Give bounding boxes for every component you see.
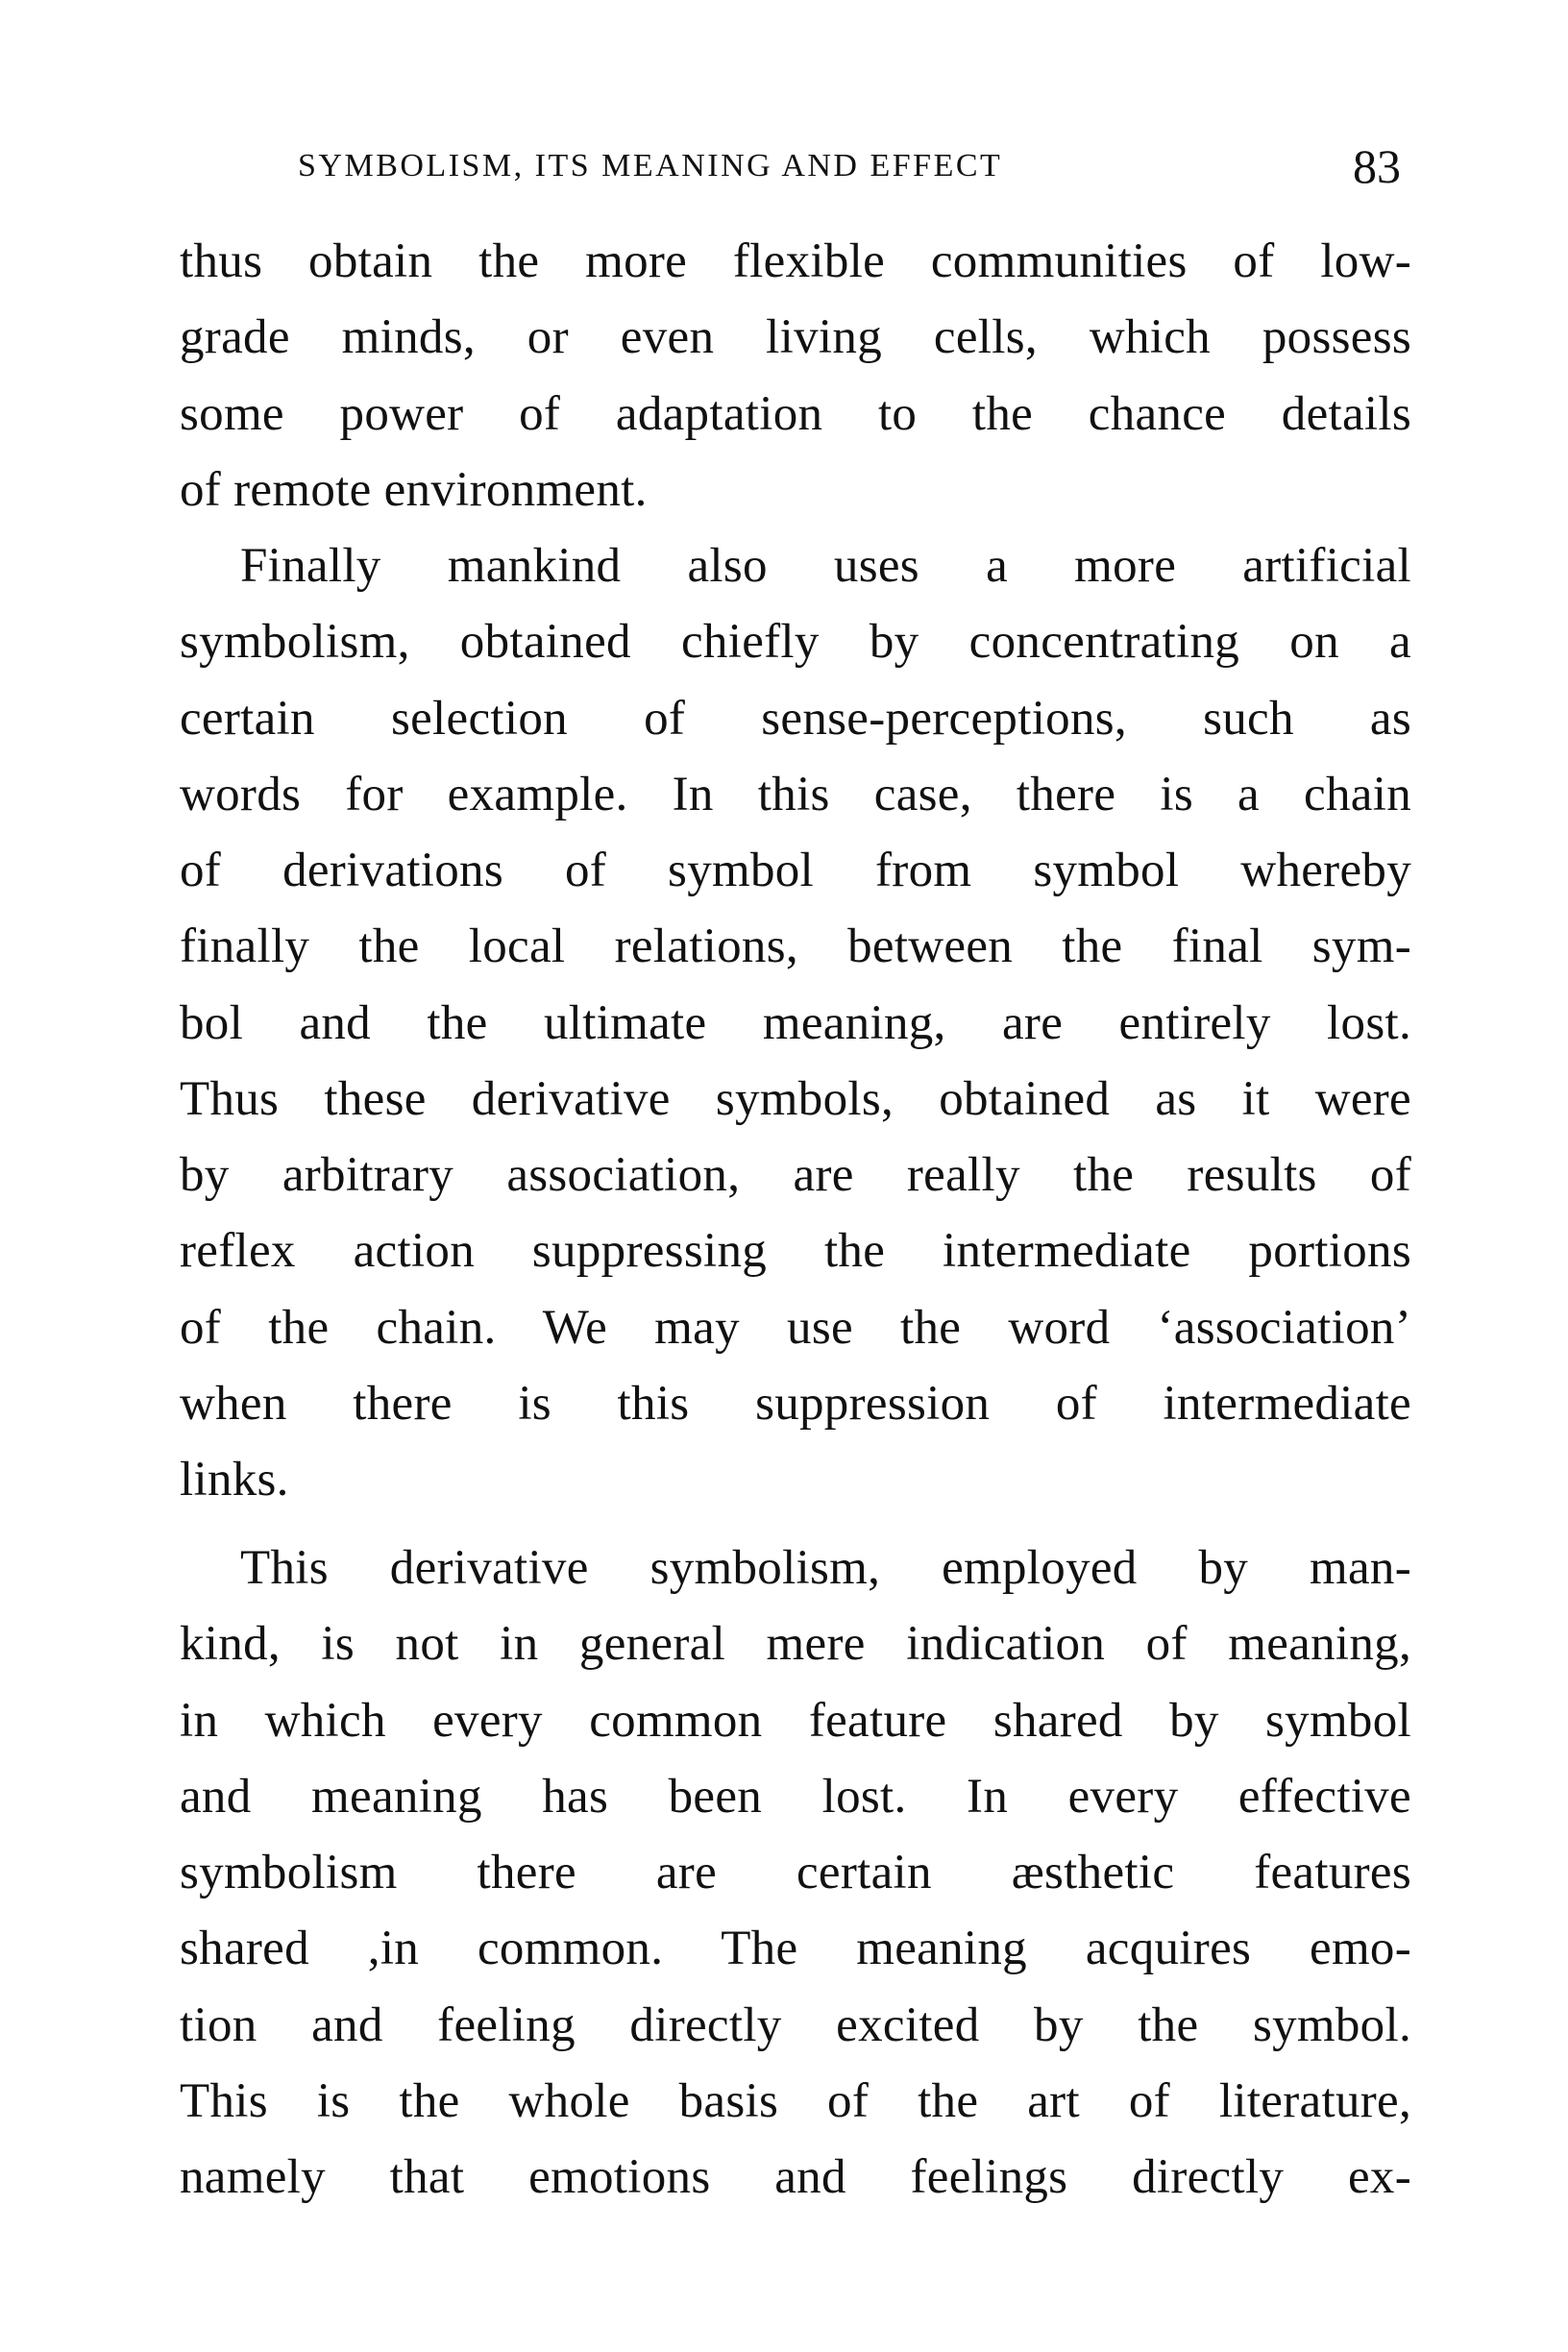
text-line: words for example. In this case, there is a chain (180, 767, 1411, 821)
text-line: certain selection of sense-perceptions, such as (180, 691, 1411, 746)
running-header (298, 140, 1412, 198)
text-line: grade minds, or even living cells, which possess (180, 310, 1411, 365)
text-line: thus obtain the more flexible communities of low- (180, 234, 1411, 288)
text-line: tion and feeling directly excited by the symbol. (180, 1997, 1411, 2052)
text-line: some power of adaptation to the chance details (180, 386, 1411, 441)
text-line: symbolism, obtained chiefly by concentrating on a (180, 615, 1411, 670)
running-title: SYMBOLISM, ITS MEANING AND EFFECT (298, 148, 1003, 184)
text-line: kind, is not in general mere indication of meaning, (180, 1617, 1411, 1672)
text-line: of the chain. We may use the word ‘association’ (180, 1300, 1411, 1355)
text-line: This is the whole basis of the art of literature, (180, 2073, 1411, 2128)
text-line: symbolism there are certain æsthetic features (180, 1846, 1411, 1899)
text-line: reflex action suppressing the intermediate portions (180, 1224, 1411, 1279)
text-line: Thus these derivative symbols, obtained as it were (180, 1071, 1411, 1126)
text-line: Finally mankind also uses a more artificial (240, 539, 1411, 593)
text-line: of remote environment. (180, 462, 648, 517)
page-number: 83 (1353, 139, 1401, 193)
text-line: of derivations of symbol from symbol whereby (180, 844, 1411, 897)
text-line: in which every common feature shared by symbol (180, 1693, 1411, 1748)
text-line: links. (180, 1453, 289, 1507)
text-line: by arbitrary association, are really the results of (180, 1148, 1411, 1202)
text-line: bol and the ultimate meaning, are entirely lost. (180, 995, 1411, 1050)
text-line: finally the local relations, between the final sym- (180, 919, 1411, 974)
text-line: when there is this suppression of intermediate (180, 1376, 1411, 1431)
text-line: shared ,in common. The meaning acquires emo- (180, 1922, 1411, 1976)
text-line: namely that emotions and feelings directly ex- (180, 2150, 1411, 2204)
text-line: and meaning has been lost. In every effective (180, 1769, 1411, 1824)
text-line: This derivative symbolism, employed by man- (240, 1541, 1411, 1595)
